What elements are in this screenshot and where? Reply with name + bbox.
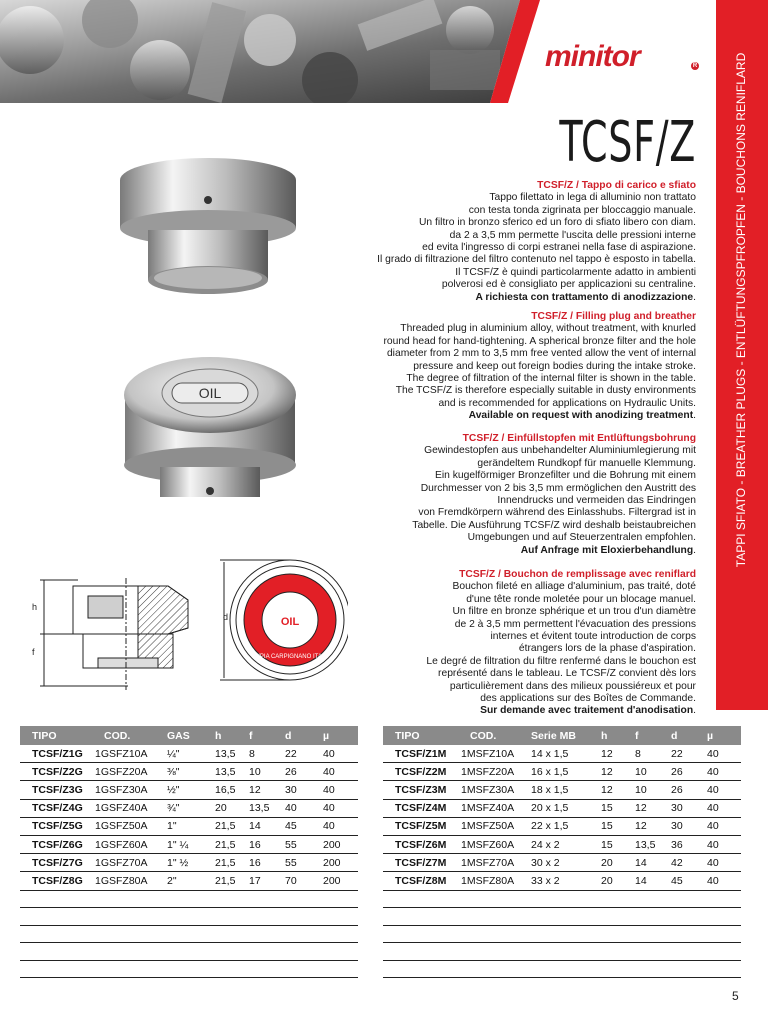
col-header: h: [598, 726, 632, 745]
cell-type: TCSF/Z7G: [20, 854, 92, 872]
cell-value: 14 x 1,5: [528, 745, 598, 763]
cell-value: 16,5: [212, 781, 246, 799]
desc-en-line: diameter from 2 mm to 3,5 mm free vented allow the vent of internal: [386, 348, 696, 360]
cell-code: 1MSFZ40A: [458, 799, 528, 817]
product-title: TCSF/Z: [559, 110, 696, 175]
cell-value: 200: [320, 872, 358, 890]
cell-value: 30: [668, 817, 704, 835]
desc-fr-line: particulièrement dans des milieux poussiéreux et pour: [449, 680, 696, 692]
cell-value: ½": [164, 781, 212, 799]
cell-value: 40: [320, 763, 358, 781]
cell-code: 1MSFZ80A: [458, 872, 528, 890]
table-row: [383, 872, 741, 890]
cell-type: TCSF/Z8M: [383, 872, 458, 890]
cell-type: TCSF/Z6G: [20, 835, 92, 853]
cell-code: 1GSFZ70A: [92, 854, 164, 872]
col-header: µ: [320, 726, 358, 745]
cell-value: 13,5: [212, 763, 246, 781]
col-header: f: [632, 726, 668, 745]
cell-value: 12: [598, 781, 632, 799]
table-row: [383, 799, 741, 817]
desc-fr-line: d'une tête ronde moletée pour un blocage manuel.: [466, 593, 696, 605]
cell-type: TCSF/Z3M: [383, 781, 458, 799]
cell-value: 21,5: [212, 854, 246, 872]
cap-oil-text: OIL: [280, 616, 300, 628]
cell-value: 21,5: [212, 835, 246, 853]
cell-code: 1MSFZ50A: [458, 817, 528, 835]
desc-de-line: Tabelle. Die Ausführung TCSF/Z wird deshalb beistaubreichen: [412, 519, 696, 531]
empty-cell: [383, 890, 741, 908]
cell-code: 1GSFZ30A: [92, 781, 164, 799]
cell-value: 21,5: [212, 817, 246, 835]
cell-value: 30 x 2: [528, 854, 598, 872]
empty-cell: [383, 908, 741, 926]
spec-table-gas: [20, 726, 358, 978]
cell-value: 15: [598, 817, 632, 835]
cell-value: 20: [598, 872, 632, 890]
desc-fr-heading: TCSF/Z / Bouchon de remplissage avec reniflard: [459, 569, 696, 580]
cell-value: ⅜": [164, 763, 212, 781]
col-header: GAS: [164, 726, 212, 745]
cell-value: 36: [668, 835, 704, 853]
cell-value: 13,5: [632, 835, 668, 853]
cell-value: 12: [632, 817, 668, 835]
cell-value: 1": [164, 817, 212, 835]
dim-h-label: h: [32, 602, 38, 612]
cell-value: 12: [598, 745, 632, 763]
cell-value: 24 x 2: [528, 835, 598, 853]
cell-type: TCSF/Z4G: [20, 799, 92, 817]
cell-value: ¾": [164, 799, 212, 817]
cell-value: ¼": [164, 745, 212, 763]
desc-en-line: pressure and keep out foreign bodies during the intake stroke.: [413, 360, 696, 372]
cell-value: 21,5: [212, 872, 246, 890]
table-row: [383, 854, 741, 872]
cell-value: 55: [282, 854, 320, 872]
spec-table-metric: [383, 726, 741, 978]
dim-d-label: d: [223, 612, 229, 622]
cell-value: 40: [704, 799, 741, 817]
cell-value: 33 x 2: [528, 872, 598, 890]
cell-type: TCSF/Z1G: [20, 745, 92, 763]
desc-de-line: Ein kugelförmiger Bronzefilter und die Bohrung mit einem: [435, 470, 696, 482]
table-header-row: [20, 726, 358, 745]
table-row: [383, 817, 741, 835]
table-row: [20, 872, 358, 890]
desc-fr-bold: Sur demande avec traitement d'anodisation: [480, 705, 694, 717]
cell-value: 1" ½: [164, 854, 212, 872]
table-row: [383, 763, 741, 781]
desc-italian: TCSF/Z / Tappo di carico e sfiato Tappo filettato in lega di alluminio non trattato con testa tonda zigrinata per bloccaggio manuale. Un filtro in bronzo sferico ed un foro di sfiato libero con diam. da 2 a 3,5 mm permette l'uscita delle pressioni interne ed evita l'ingresso di corpi estranei nella fase di aspirazione. Il grado di filtrazione del filtro contenuto nel tappo è esposto in tabella. Il TCSF/Z è quindi particolarmente adatto in ambienti polverosi ed è consigliato per applicazioni su centraline. A richiesta con trattamento di anodizzazione.: [276, 180, 696, 304]
cell-type: TCSF/Z3G: [20, 781, 92, 799]
empty-cell: [20, 960, 358, 978]
cell-value: 13,5: [212, 745, 246, 763]
empty-row: [20, 890, 358, 908]
photo-oil-label: OIL: [198, 385, 222, 401]
col-header: TIPO: [383, 726, 458, 745]
cell-code: 1MSFZ30A: [458, 781, 528, 799]
cell-code: 1GSFZ50A: [92, 817, 164, 835]
desc-de-line: von Fremdkörpern während des Einlasshubs. Filtergrad ist in: [418, 507, 696, 519]
cell-type: TCSF/Z5M: [383, 817, 458, 835]
col-header: µ: [704, 726, 741, 745]
empty-row: [383, 890, 741, 908]
empty-cell: [383, 960, 741, 978]
desc-en-bold: Available on request with anodizing treatment: [468, 410, 694, 422]
desc-de-line: gerändeltem Rundkopf für manuelle Klemmung.: [477, 457, 696, 469]
desc-en-line: Threaded plug in aluminium alloy, without treatment, with knurled: [400, 323, 696, 335]
cell-type: TCSF/Z5G: [20, 817, 92, 835]
cell-value: 30: [282, 781, 320, 799]
cell-type: TCSF/Z4M: [383, 799, 458, 817]
col-header: d: [282, 726, 320, 745]
empty-row: [20, 943, 358, 961]
cell-value: 13,5: [246, 799, 282, 817]
cell-value: 12: [246, 781, 282, 799]
cell-value: 17: [246, 872, 282, 890]
cell-value: 12: [598, 763, 632, 781]
registered-mark: R: [692, 63, 698, 69]
cell-value: 22 x 1,5: [528, 817, 598, 835]
cell-value: 40: [704, 817, 741, 835]
table-row: [20, 799, 358, 817]
table-row: [20, 835, 358, 853]
cell-value: 12: [632, 799, 668, 817]
cell-value: 40: [320, 781, 358, 799]
cell-value: 40: [704, 781, 741, 799]
cell-value: 26: [668, 781, 704, 799]
empty-row: [383, 925, 741, 943]
desc-fr-line: des applications sur des Boîtes de Commande.: [480, 693, 696, 705]
desc-fr-line: représenté dans le tableau. Le TCSF/Z convient dès lors: [438, 668, 696, 680]
desc-it-line: da 2 a 3,5 mm permette l'uscita delle pressioni interne: [449, 229, 696, 241]
desc-en-line: and is recommended for applications on Hydraulic Units.: [438, 397, 696, 409]
desc-it-line: Il grado di filtrazione del filtro contenuto nel tappo è esposto in tabella.: [377, 254, 696, 266]
cell-value: 40: [704, 745, 741, 763]
desc-it-bold: A richiesta con trattamento di anodizzazione: [475, 291, 694, 303]
desc-fr-line: Bouchon fileté en alliage d'aluminium, pas traité, doté: [452, 581, 696, 593]
cell-value: 14: [246, 817, 282, 835]
empty-row: [20, 960, 358, 978]
cell-value: 40: [704, 854, 741, 872]
cell-value: 8: [246, 745, 282, 763]
cell-value: 26: [668, 763, 704, 781]
cell-code: 1GSFZ80A: [92, 872, 164, 890]
cell-value: 40: [320, 799, 358, 817]
cell-value: 10: [246, 763, 282, 781]
cell-value: 2": [164, 872, 212, 890]
desc-english: TCSF/Z / Filling plug and breather Threaded plug in aluminium alloy, without treatment, with knurled round head for hand-tightening. A spherical bronze filter and the hole diameter from 2 mm to 3,5 mm free vented allow the vent of internal pressure and keep out foreign bodies during the intake stroke. The degree of filtration of the internal filter is shown in the table. The TCSF/Z is therefore especially suitable in dusty environments and is recommended for applications on Hydraulic Units. Available on request with anodizing treatment.: [276, 311, 696, 423]
cell-code: 1GSFZ10A: [92, 745, 164, 763]
cell-value: 10: [632, 781, 668, 799]
cell-value: 22: [668, 745, 704, 763]
cell-value: 14: [632, 854, 668, 872]
table-row: [383, 745, 741, 763]
desc-en-line: The TCSF/Z is therefore especially suitable in dusty environments: [395, 385, 696, 397]
cell-value: 70: [282, 872, 320, 890]
cell-value: 40: [320, 817, 358, 835]
empty-cell: [383, 925, 741, 943]
empty-cell: [20, 943, 358, 961]
col-header: COD.: [458, 726, 528, 745]
cell-value: 42: [668, 854, 704, 872]
col-header: Serie MB: [528, 726, 598, 745]
table-row: [20, 854, 358, 872]
cell-value: 15: [598, 799, 632, 817]
cell-value: 40: [704, 763, 741, 781]
desc-fr-line: Le degré de filtration du filtre renfermé dans le bouchon est: [426, 655, 696, 667]
desc-it-line: polverosi ed è consigliato per applicazioni su centraline.: [441, 279, 696, 291]
table-row: [20, 745, 358, 763]
cell-value: 22: [282, 745, 320, 763]
cell-value: 20: [212, 799, 246, 817]
cell-value: 40: [704, 835, 741, 853]
brand-logo: minitor: [545, 40, 640, 73]
empty-cell: [383, 943, 741, 961]
cell-value: 40: [282, 799, 320, 817]
desc-fr-line: internes et évitent toute introduction de corps: [490, 631, 696, 643]
empty-row: [383, 943, 741, 961]
cell-code: 1MSFZ10A: [458, 745, 528, 763]
cell-value: 20: [598, 854, 632, 872]
table-header-row: [383, 726, 741, 745]
desc-it-line: con testa tonda zigrinata per bloccaggio manuale.: [468, 204, 696, 216]
cell-value: 26: [282, 763, 320, 781]
cell-value: 200: [320, 854, 358, 872]
desc-de-line: Umgebungen und auf Steuerzentralen empfohlen.: [467, 532, 696, 544]
desc-en-line: round head for hand-tightening. A spherical bronze filter and the hole: [383, 335, 696, 347]
cell-value: 40: [704, 872, 741, 890]
header-banner: [0, 0, 716, 103]
empty-row: [20, 908, 358, 926]
side-band-text: TAPPI SFIATO - BREATHER PLUGS - ENTLÜFTUNGSPFROPFEN - BOUCHONS RENIFLARD: [734, 52, 748, 568]
desc-de-line: Gewindestopfen aus unbehandelter Aluminiumlegierung mit: [424, 445, 696, 457]
cap-brand: minitor: [276, 595, 304, 604]
desc-it-line: ed evita l'ingresso di corpi estranei nella fase di aspirazione.: [422, 242, 696, 254]
table-row: [20, 817, 358, 835]
table-row: [383, 781, 741, 799]
empty-cell: [20, 908, 358, 926]
cell-type: TCSF/Z2G: [20, 763, 92, 781]
page-number: 5: [732, 989, 739, 1003]
cell-value: 16: [246, 835, 282, 853]
col-header: TIPO: [20, 726, 92, 745]
empty-cell: [20, 925, 358, 943]
cell-type: TCSF/Z8G: [20, 872, 92, 890]
cell-code: 1GSFZ60A: [92, 835, 164, 853]
cell-value: 45: [282, 817, 320, 835]
empty-row: [383, 960, 741, 978]
cell-type: TCSF/Z1M: [383, 745, 458, 763]
table-row: [20, 763, 358, 781]
cell-value: 8: [632, 745, 668, 763]
cell-value: 10: [632, 763, 668, 781]
desc-it-heading: TCSF/Z / Tappo di carico e sfiato: [537, 180, 696, 191]
cell-value: 14: [632, 872, 668, 890]
dim-f-label: f: [32, 647, 35, 657]
table-row: [383, 835, 741, 853]
cell-value: 45: [668, 872, 704, 890]
desc-en-heading: TCSF/Z / Filling plug and breather: [531, 311, 696, 322]
desc-de-line: Durchmesser von 2 bis 3,5 mm ermöglichen den Austritt des: [420, 482, 696, 494]
cell-code: 1MSFZ20A: [458, 763, 528, 781]
cell-value: 16 x 1,5: [528, 763, 598, 781]
col-header: COD.: [92, 726, 164, 745]
cell-value: 20 x 1,5: [528, 799, 598, 817]
cell-value: 30: [668, 799, 704, 817]
cell-type: TCSF/Z2M: [383, 763, 458, 781]
desc-it-line: Un filtro in bronzo sferico ed un foro di sfiato libero con diam.: [418, 217, 696, 229]
desc-de-bold: Auf Anfrage mit Eloxierbehandlung: [520, 544, 694, 556]
desc-fr-line: de 2 à 3,5 mm permettent l'évacuation des pressions: [454, 618, 696, 630]
col-header: d: [668, 726, 704, 745]
cell-code: 1MSFZ70A: [458, 854, 528, 872]
cell-value: 1" ¼: [164, 835, 212, 853]
desc-fr-line: Un filtre en bronze sphérique et un trou d'un diamètre: [452, 606, 696, 618]
desc-german: TCSF/Z / Einfüllstopfen mit Entlüftungsbohrung Gewindestopfen aus unbehandelter Aluminiumlegierung mit gerändeltem Rundkopf für manuelle Klemmung. Ein kugelförmiger Bronzefilter und die Bohrung mit einem Durchmesser von 2 bis 3,5 mm ermöglichen den Austritt des Innendrucks und vermeiden das Eindringen von Fremdkörpern während des Einlasshubs. Filtergrad ist in Tabelle. Die Ausführung TCSF/Z wird deshalb beistaubreichen Umgebungen und auf Steuerzentralen empfohlen. Auf Anfrage mit Eloxierbehandlung.: [276, 433, 696, 557]
cell-code: 1MSFZ60A: [458, 835, 528, 853]
empty-row: [20, 925, 358, 943]
desc-fr-line: étrangers lors de la phase d'aspiration.: [518, 643, 696, 655]
cell-value: 16: [246, 854, 282, 872]
desc-french: TCSF/Z / Bouchon de remplissage avec reniflard Bouchon fileté en alliage d'aluminium, pas traité, doté d'une tête ronde moletée pour un blocage manuel. Un filtre en bronze sphérique et un trou d'un diamètre de 2 à 3,5 mm permettent l'évacuation des pressions internes et évitent toute introduction de corps étrangers lors de la phase d'aspiration. Le degré de filtration du filtre renfermé dans le bouchon est représenté dans le tableau. Le TCSF/Z convient dès lors particulièrement dans des milieux poussiéreux et pour des applications sur des Boîtes de Commande. Sur demande avec traitement d'anodisation.: [276, 569, 696, 718]
cell-value: 40: [320, 745, 358, 763]
cell-type: TCSF/Z7M: [383, 854, 458, 872]
col-header: h: [212, 726, 246, 745]
cap-ring-text: CUPIA CARPIGNANO ITALY: [251, 654, 329, 660]
cell-code: 1GSFZ40A: [92, 799, 164, 817]
desc-it-line: Tappo filettato in lega di alluminio non trattato: [489, 192, 696, 204]
empty-row: [383, 908, 741, 926]
desc-de-heading: TCSF/Z / Einfüllstopfen mit Entlüftungsbohrung: [462, 433, 696, 444]
cell-value: 200: [320, 835, 358, 853]
cell-value: 55: [282, 835, 320, 853]
cell-value: 15: [598, 835, 632, 853]
cell-code: 1GSFZ20A: [92, 763, 164, 781]
desc-en-line: The degree of filtration of the internal filter is shown in the table.: [406, 373, 696, 385]
empty-cell: [20, 890, 358, 908]
cell-type: TCSF/Z6M: [383, 835, 458, 853]
desc-it-line: Il TCSF/Z è quindi particolarmente adatto in ambienti: [455, 266, 696, 278]
desc-de-line: Innendrucks und vermeiden das Eindringen: [497, 495, 696, 507]
table-row: [20, 781, 358, 799]
col-header: f: [246, 726, 282, 745]
cell-value: 18 x 1,5: [528, 781, 598, 799]
